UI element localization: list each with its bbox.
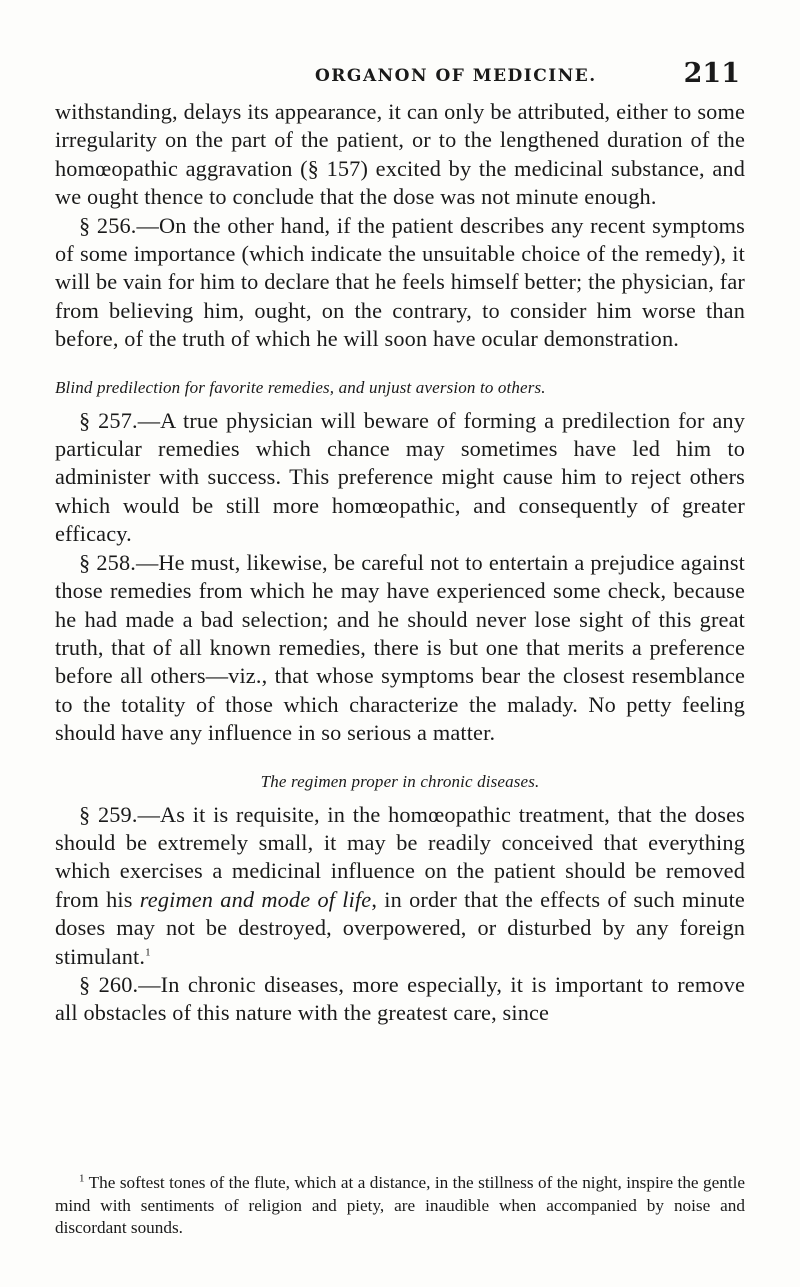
paragraph-continued: withstanding, delays its appearance, it can only be attributed, either to some irregularity on the part of the patient, or to the lengthened duration of the homœopathic aggravation (§ 157) excited by the medicinal substance, and we ought thence to conclude that the dose was not minute enough. [55,99,745,210]
footnote-mark: 1 [79,1172,85,1185]
body-text [55,98,745,1028]
paragraph-259-emphasis: regimen and mode of life [139,886,372,912]
paragraph-257: § 257.—A true physician will beware of forming a predilection for any particular remedies which chance may sometimes have led him to administer with success. This preference might cause him to reject others which would be still more homœopathic, and consequently of greater efficacy. [55,407,745,547]
paragraph-259-part-b: , in order that the effects of such minute doses may not be destroyed, overpowered, or disturbed by any foreign stimulant. [55,886,745,969]
paragraph-256: § 256.—On the other hand, if the patient describes any recent symptoms of some importance (which indicate the unsuitable choice of the remedy), it will be vain for him to declare that he feels himself better; the physician, far from believing him, ought, on the contrary, to consider him worse than before, of the truth of which he will soon have ocular demonstration. [55,212,745,352]
page-header [55,58,740,98]
footnotes [55,1172,745,1240]
page-number: 211 [683,58,740,89]
section-heading-predilection: Blind predilection for favorite remedies, and unjust aversion to others. [55,377,546,397]
footnote-text: The softest tones of the flute, which at a distance, in the stillness of the night, inspire the gentle mind with sentiments of religion and piety, are inaudible when accompanied by noise and discordant sounds. [55,1173,745,1237]
footnote-reference: 1 [145,946,151,959]
section-heading-regimen: The regimen proper in chronic diseases. [260,771,540,791]
paragraph-258: § 258.—He must, likewise, be careful not to entertain a prejudice against those remedies from which he may have experienced some check, because he had made a bad selection; and he should never lose sight of this great truth, that of all known remedies, there is but one that merits a preference before all others—viz., that whose symptoms bear the closest resemblance to the totality of those which characterize the malady. No petty feeling should have any influence in so serious a matter. [55,549,745,746]
paragraph-260: § 260.—In chronic diseases, more especially, it is important to remove all obstacles of this nature with the greatest care, since [55,971,745,1026]
paragraph-259-part-a: § 259.—As it is requisite, in the homœopathic treatment, that the doses should be extremely small, it may be readily conceived that everything which exercises a medicinal influence on the patient should be removed from his [55,801,745,912]
paragraph-259 [55,801,745,971]
running-head: ORGANON OF MEDICINE. [315,66,597,86]
footnote-1 [55,1172,745,1240]
